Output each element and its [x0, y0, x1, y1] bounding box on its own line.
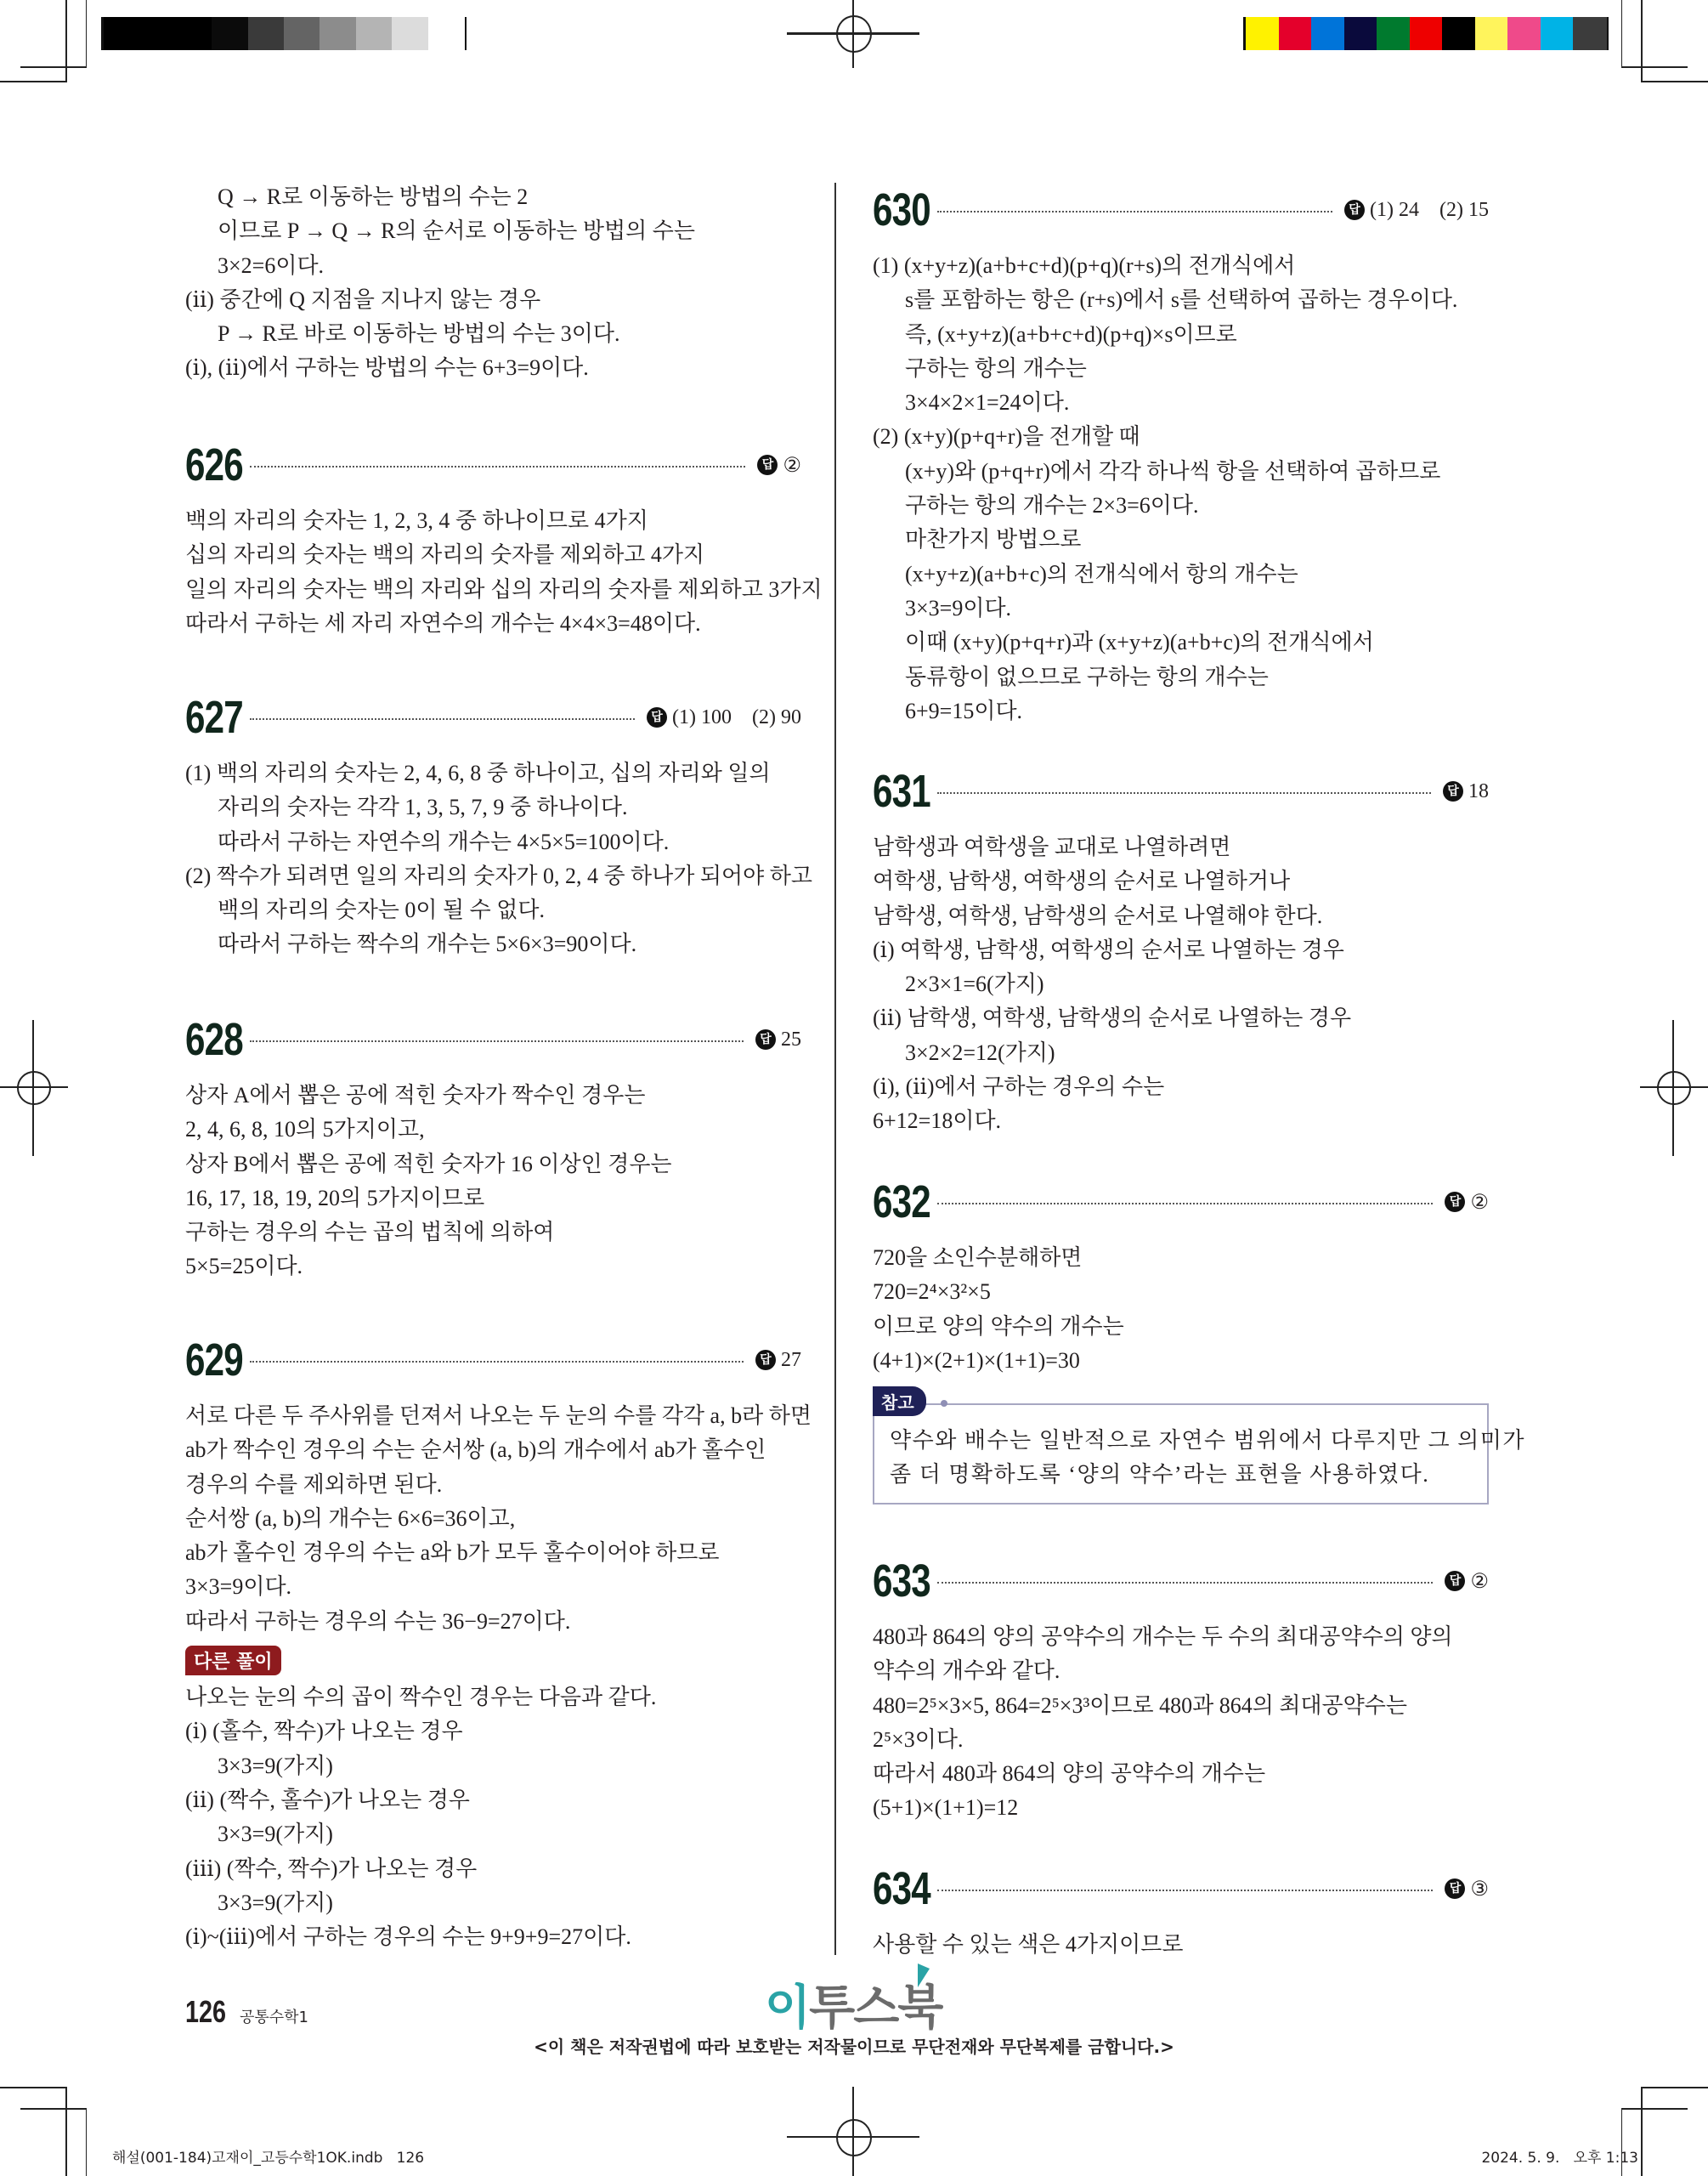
- crop-mark: [86, 2108, 87, 2176]
- text-line: (ⅰ) 여학생, 남학생, 여학생의 순서로 나열하는 경우: [873, 937, 1344, 962]
- crop-mark: [1621, 66, 1688, 68]
- text-line: 3×2×2=12(가지): [905, 1040, 1055, 1065]
- text-line: (4+1)×(2+1)×(1+1)=30: [873, 1347, 1080, 1373]
- problem-number: 627: [185, 692, 243, 743]
- text-line: (1) (x+y+z)(a+b+c+d)(p+q)(r+s)의 전개식에서: [873, 253, 1296, 278]
- text-line: 6+9=15이다.: [905, 698, 1023, 723]
- dotted-leader: [937, 1203, 1433, 1204]
- text-line: (1) 백의 자리의 숫자는 2, 4, 6, 8 중 하나이고, 십의 자리와 일의: [185, 761, 771, 785]
- solution-body: [185, 504, 823, 641]
- text-line: 백의 자리의 숫자는 1, 2, 3, 4 중 하나이므로 4가지: [185, 508, 648, 533]
- color-patch: [248, 17, 285, 50]
- text-line: 구하는 항의 개수는 2×3=6이다.: [905, 493, 1199, 518]
- text-line: 구하는 경우의 수는 곱의 법칙에 의하여: [185, 1220, 555, 1245]
- text-line: 6+12=18이다.: [873, 1108, 1002, 1134]
- problem-628: [185, 1012, 801, 1284]
- text-line: P → R로 바로 이동하는 방법의 수는 3이다.: [218, 321, 620, 347]
- problem-number: 626: [185, 439, 243, 490]
- text-line: (ⅲ) (짝수, 짝수)가 나오는 경우: [185, 1856, 478, 1881]
- answer-icon: 답: [1443, 781, 1463, 802]
- page-footer: [185, 1994, 308, 2030]
- answer: [1445, 1877, 1489, 1901]
- text-line: 3×3=9이다.: [905, 595, 1012, 620]
- text-line: 자리의 숫자는 각각 1, 3, 5, 7, 9 중 하나이다.: [218, 795, 628, 820]
- text-line: (x+y+z)(a+b+c)의 전개식에서 항의 개수는: [905, 561, 1298, 586]
- text-line: 이므로 양의 약수의 개수는: [873, 1313, 1124, 1339]
- text-line: 3×3=9(가지): [218, 1753, 333, 1778]
- text-line: 2×3×1=6(가지): [905, 972, 1044, 997]
- solution-body: [873, 830, 1489, 1139]
- text-line: Q → R로 이동하는 방법의 수는 2: [218, 184, 529, 209]
- answer: [755, 1028, 801, 1051]
- answer-value: 27: [781, 1348, 801, 1371]
- crop-mark: [20, 66, 87, 68]
- text-line: 3×2=6이다.: [218, 252, 325, 278]
- text-line: 5×5=25이다.: [185, 1254, 303, 1279]
- text-line: s를 포함하는 항은 (r+s)에서 s를 선택하여 곱하는 경우이다.: [905, 287, 1458, 313]
- crop-mark: [65, 0, 67, 81]
- problem-number: 630: [873, 184, 930, 235]
- copyright-notice: <이 책은 저작권법에 따라 보호받는 저작물이므로 무단전재와 무단복제를 금합니다.>: [534, 2037, 1174, 2057]
- book-title: 공통수학1: [240, 2009, 309, 2026]
- dotted-leader: [937, 211, 1332, 212]
- answer-icon: 답: [755, 1350, 776, 1370]
- text-line: 마찬가지 방법으로: [905, 527, 1082, 552]
- color-patch: [1442, 17, 1476, 50]
- text-line: 구하는 항의 개수는: [905, 355, 1087, 381]
- text-line: 나오는 눈의 수의 곱이 짝수인 경우는 다음과 같다.: [185, 1685, 657, 1710]
- solution-body: [873, 249, 1489, 728]
- dotted-leader: [937, 1890, 1433, 1891]
- problem-631: [873, 764, 1489, 1139]
- problem-633: [873, 1554, 1489, 1826]
- problem-header: [873, 183, 1489, 237]
- text-line: 3×4×2×1=24이다.: [905, 390, 1070, 416]
- text-line: 3×3=9(가지): [218, 1890, 333, 1915]
- crop-mark: [86, 0, 87, 66]
- color-patch: [1377, 17, 1411, 50]
- color-patch: [356, 17, 393, 50]
- text-line: 동류항이 없으므로 구하는 항의 개수는: [905, 664, 1269, 689]
- solution-body: [185, 1399, 812, 1954]
- color-patch: [1410, 17, 1444, 50]
- reference-note: [873, 1392, 1526, 1504]
- text-line: 백의 자리의 숫자는 0이 될 수 없다.: [218, 898, 546, 923]
- publisher-logo: [765, 1970, 942, 2038]
- color-patch: [1507, 17, 1541, 50]
- color-patch: [392, 17, 428, 50]
- text-line: 남학생과 여학생을 교대로 나열하려면: [873, 835, 1231, 859]
- text-line: 즉, (x+y+z)(a+b+c+d)(p+q)×s이므로: [905, 321, 1237, 347]
- crop-mark: [1641, 0, 1643, 81]
- solution-body: [185, 756, 812, 962]
- text-line: 480과 864의 양의 공약수의 개수는 두 수의 최대공약수의 양의: [873, 1624, 1453, 1649]
- dotted-leader: [250, 1361, 744, 1363]
- color-patch: [428, 17, 465, 50]
- color-patch: [1246, 17, 1280, 50]
- answer-icon: 답: [1445, 1878, 1465, 1899]
- text-line: 여학생, 남학생, 여학생의 순서로 나열하거나: [873, 869, 1291, 894]
- answer-icon: 답: [755, 1029, 776, 1050]
- crop-mark: [20, 2108, 87, 2110]
- text-line: (ⅰ) (홀수, 짝수)가 나오는 경우: [185, 1719, 463, 1744]
- text-line: 2⁵×3이다.: [873, 1726, 964, 1752]
- problem-header: [873, 1554, 1489, 1608]
- grayscale-bar: [101, 17, 467, 50]
- answer-icon: 답: [1445, 1571, 1465, 1591]
- continued-solution: [185, 180, 801, 386]
- text-line: 따라서 구하는 세 자리 자연수의 개수는 4×4×3=48이다.: [185, 610, 701, 636]
- column-divider: [834, 183, 836, 1955]
- answer-value: 25: [781, 1028, 801, 1051]
- problem-number: 634: [873, 1863, 930, 1914]
- answer-value: ②: [1470, 1570, 1489, 1593]
- text-line: 따라서 구하는 자연수의 개수는 4×5×5=100이다.: [218, 829, 670, 854]
- page-number: 126: [185, 1994, 227, 2029]
- color-patch: [176, 17, 212, 50]
- solution-body: [873, 1620, 1489, 1826]
- dotted-leader: [250, 1040, 744, 1042]
- text-line: 이때 (x+y)(p+q+r)과 (x+y+z)(a+b+c)의 전개식에서: [905, 630, 1374, 655]
- answer-value: 18: [1468, 779, 1489, 802]
- solution-body: [873, 1241, 1526, 1504]
- problem-number: 631: [873, 766, 930, 817]
- text-line: ab가 짝수인 경우의 수는 순서쌍 (a, b)의 개수에서 ab가 홀수인: [185, 1437, 766, 1463]
- text-line: 따라서 구하는 경우의 수는 36−9=27이다.: [185, 1608, 571, 1634]
- color-patch: [284, 17, 320, 50]
- text-line: (ⅱ) 남학생, 여학생, 남학생의 순서로 나열하는 경우: [873, 1006, 1352, 1031]
- print-slug-file: 해설(001-184)고재이_고등수학1OK.indb 126: [112, 2150, 425, 2167]
- text-line: 2, 4, 6, 8, 10의 5가지이고,: [185, 1117, 425, 1142]
- answer: [755, 1349, 801, 1372]
- answer: [647, 706, 801, 729]
- problem-header: [185, 438, 801, 492]
- text-line: 3×3=9(가지): [218, 1822, 333, 1847]
- registration-mark-left: [0, 1020, 68, 1156]
- registration-mark-right: [1640, 1020, 1708, 1156]
- text-line: ab가 홀수인 경우의 수는 a와 b가 모두 홀수이어야 하므로: [185, 1540, 720, 1566]
- text-line: 상자 A에서 뽑은 공에 적힌 숫자가 짝수인 경우는: [185, 1083, 646, 1108]
- problem-header: [185, 1012, 801, 1067]
- color-patch: [1279, 17, 1313, 50]
- color-patch: [1344, 17, 1378, 50]
- problem-header: [873, 1175, 1489, 1229]
- crop-mark: [1621, 2108, 1688, 2110]
- text-line: 좀 더 명확하도록 ‘양의 약수’라는 표현을 사용하였다.: [890, 1462, 1430, 1488]
- answer-icon: 답: [647, 707, 667, 728]
- registration-mark-top: [787, 0, 919, 68]
- dotted-leader: [937, 1582, 1433, 1584]
- answer-icon: 답: [1344, 200, 1365, 220]
- text-line: (2) 짝수가 되려면 일의 자리의 숫자가 0, 2, 4 중 하나가 되어야 하고: [185, 863, 812, 888]
- text-line: 상자 B에서 뽑은 공에 적힌 숫자가 16 이상인 경우는: [185, 1151, 672, 1176]
- color-bar: [1243, 17, 1609, 50]
- problem-630: [873, 183, 1489, 728]
- crop-mark: [0, 2087, 67, 2088]
- answer: [757, 453, 801, 478]
- text-line: (5+1)×(1+1)=12: [873, 1795, 1019, 1821]
- answer-value: ②: [783, 454, 801, 477]
- answer: [1344, 199, 1489, 222]
- problem-number: 632: [873, 1176, 930, 1227]
- text-line: 480=2⁵×3×5, 864=2⁵×3³이므로 480과 864의 최대공약수는: [873, 1692, 1408, 1718]
- text-line: 약수와 배수는 일반적으로 자연수 범위에서 다루지만 그 의미가: [890, 1428, 1526, 1454]
- text-line: 사용할 수 있는 색은 4가지이므로: [873, 1932, 1184, 1957]
- problem-626: [185, 438, 823, 641]
- answer-icon: 답: [757, 455, 778, 475]
- text-line: (ⅱ) (짝수, 홀수)가 나오는 경우: [185, 1787, 470, 1812]
- text-line: 720=2⁴×3²×5: [873, 1279, 991, 1305]
- problem-number: 628: [185, 1014, 243, 1065]
- text-line: (x+y)와 (p+q+r)에서 각각 하나씩 항을 선택하여 곱하므로: [905, 458, 1441, 484]
- text-line: 순서쌍 (a, b)의 개수는 6×6=36이고,: [185, 1505, 516, 1531]
- dotted-leader: [250, 466, 745, 468]
- text-line: 경우의 수를 제외하면 된다.: [185, 1471, 443, 1497]
- text-line: 약수의 개수와 같다.: [873, 1658, 1060, 1684]
- answer-value: (1) 100 (2) 90: [672, 706, 801, 728]
- solution-body: [873, 1928, 1489, 1962]
- note-label: 참고: [873, 1386, 926, 1416]
- problem-number: 633: [873, 1556, 930, 1606]
- color-patch: [212, 17, 248, 50]
- color-patch: [1311, 17, 1345, 50]
- text-line: 따라서 구하는 짝수의 개수는 5×6×3=90이다.: [218, 932, 637, 957]
- registration-mark-bottom: [787, 2087, 919, 2176]
- text-line: 따라서 480과 864의 양의 공약수의 개수는: [873, 1761, 1266, 1787]
- text-line: (2) (x+y)(p+q+r)을 전개할 때: [873, 424, 1140, 450]
- dotted-leader: [937, 792, 1431, 794]
- print-slug-date: 2024. 5. 9. 오후 1:13: [1481, 2150, 1638, 2167]
- alternative-solution-badge: 다른 풀이: [185, 1646, 281, 1675]
- answer: [1445, 1569, 1489, 1594]
- color-patch: [320, 17, 356, 50]
- answer-value: ③: [1470, 1878, 1489, 1901]
- text-line: 일의 자리의 숫자는 백의 자리와 십의 자리의 숫자를 제외하고 3가지: [185, 576, 823, 602]
- solution-body: [185, 1079, 801, 1284]
- text-line: (ⅰ), (ⅱ)에서 구하는 경우의 수는: [873, 1074, 1165, 1100]
- text-line: 3×3=9이다.: [185, 1574, 292, 1600]
- problem-number: 629: [185, 1334, 243, 1386]
- color-patch: [1475, 17, 1509, 50]
- dotted-leader: [250, 718, 635, 720]
- logo-text-accent: 이: [765, 1980, 810, 2036]
- problem-627: [185, 690, 812, 962]
- problem-634: [873, 1862, 1489, 1962]
- problem-629: [185, 1333, 812, 1954]
- logo-flag-icon: [918, 1964, 930, 1987]
- problem-header: [873, 764, 1489, 819]
- text-line: 남학생, 여학생, 남학생의 순서로 나열해야 한다.: [873, 903, 1323, 928]
- text-line: (ⅰ)~(ⅲ)에서 구하는 경우의 수는 9+9+9=27이다.: [185, 1924, 631, 1950]
- problem-header: [185, 690, 801, 745]
- answer-value: ②: [1470, 1191, 1489, 1214]
- text-line: 720을 소인수분해하면: [873, 1245, 1083, 1270]
- problem-header: [185, 1333, 801, 1387]
- text-line: 십의 자리의 숫자는 백의 자리의 숫자를 제외하고 4가지: [185, 542, 705, 568]
- logo-text: 투스북: [809, 1980, 942, 2036]
- text-line: (ⅱ) 중간에 Q 지점을 지나지 않는 경우: [185, 286, 541, 312]
- problem-header: [873, 1862, 1489, 1916]
- text-line: 서로 다른 두 주사위를 던져서 나오는 두 눈의 수를 각각 a, b라 하면: [185, 1403, 812, 1428]
- text-line: 이므로 P → Q → R의 순서로 이동하는 방법의 수는: [218, 218, 695, 244]
- answer: [1443, 780, 1489, 803]
- color-patch: [104, 17, 140, 50]
- answer-value: (1) 24 (2) 15: [1370, 198, 1489, 221]
- color-patch: [1573, 17, 1607, 50]
- crop-mark: [1641, 2087, 1708, 2088]
- answer-icon: 답: [1445, 1192, 1465, 1212]
- crop-mark: [65, 2087, 67, 2176]
- answer: [1445, 1190, 1489, 1215]
- crop-mark: [1621, 0, 1622, 66]
- crop-mark: [1641, 81, 1708, 82]
- note-dot: [941, 1400, 947, 1407]
- color-patch: [1541, 17, 1575, 50]
- crop-mark: [1641, 2087, 1643, 2176]
- problem-632: [873, 1175, 1526, 1504]
- crop-mark: [0, 81, 67, 82]
- text-line: (ⅰ), (ⅱ)에서 구하는 방법의 수는 6+3=9이다.: [185, 355, 589, 381]
- text-line: 16, 17, 18, 19, 20의 5가지이므로: [185, 1185, 485, 1210]
- color-patch: [139, 17, 176, 50]
